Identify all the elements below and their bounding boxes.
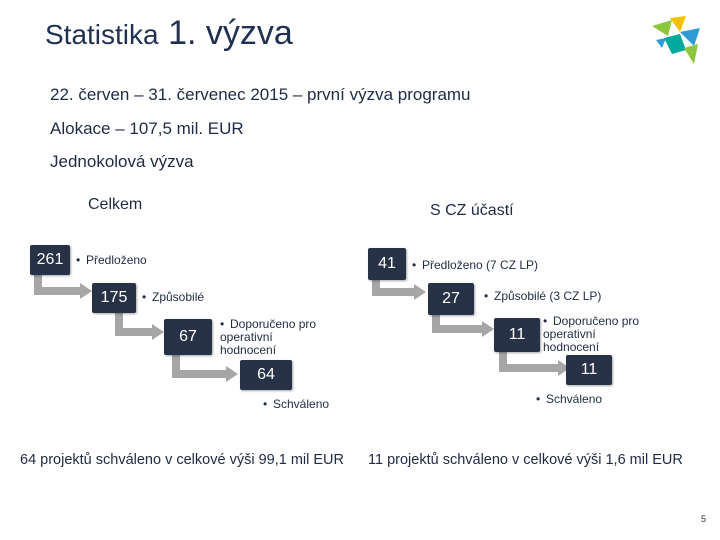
right-approved-value: 11 (566, 355, 612, 385)
right-eligible-value: 27 (428, 283, 474, 315)
title-main: Statistika (45, 19, 159, 50)
right-recommended-value: 11 (494, 318, 540, 352)
right-recommended-label: • Doporučeno pro operativní hodnocení (543, 314, 640, 354)
left-recommended-value: 67 (164, 319, 212, 355)
page-number: 5 (700, 514, 706, 524)
title-emph: 1. výzva (168, 14, 293, 52)
left-eligible-label: • Způsobilé (142, 290, 205, 304)
call-period: 22. červen – 31. červenec 2015 – první výzva programu (50, 85, 471, 104)
left-approved-label: • Schváleno (263, 397, 330, 411)
right-header: S CZ účastí (430, 202, 514, 219)
left-approved-value: 64 (240, 360, 292, 390)
left-summary: 64 projektů schváleno v celkové výši 99,1 mil EUR (20, 452, 344, 468)
left-recommended-label: • Doporučeno pro operativní hodnocení (220, 317, 317, 357)
left-header: Celkem (88, 196, 143, 213)
call-type: Jednokolová výzva (50, 152, 194, 171)
allocation: Alokace – 107,5 mil. EUR (50, 119, 244, 138)
program-logo (650, 14, 708, 68)
left-eligible-value: 175 (92, 283, 136, 313)
left-submitted-value: 261 (30, 245, 70, 275)
right-submitted-label: • Předloženo (7 CZ LP) (412, 258, 539, 272)
page-title (45, 14, 293, 53)
right-summary: 11 projektů schváleno v celkové výši 1,6 mil EUR (368, 452, 683, 468)
right-eligible-label: • Způsobilé (3 CZ LP) (484, 289, 602, 303)
left-submitted-label: • Předloženo (76, 253, 147, 267)
arrow-left-2 (119, 313, 154, 332)
right-approved-label: • Schváleno (536, 392, 603, 406)
right-submitted-value: 41 (368, 248, 406, 280)
